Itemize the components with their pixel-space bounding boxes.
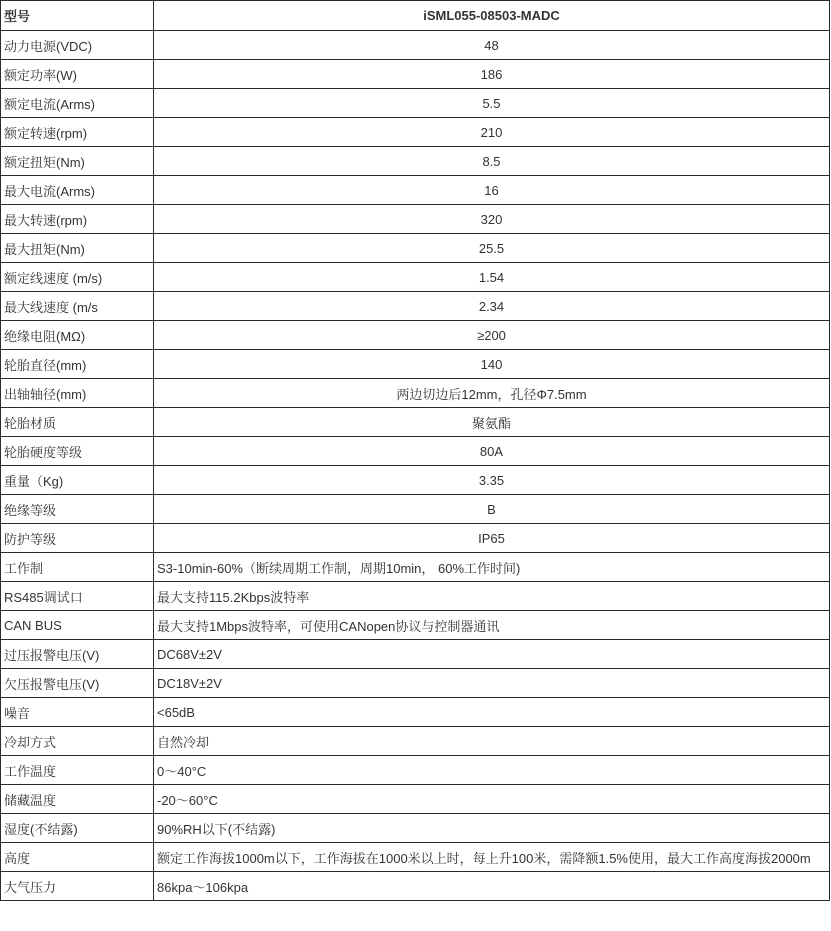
spec-label-cell: 额定电流(Arms) [1,89,154,118]
spec-value-cell: 48 [154,31,830,60]
table-row [1,147,830,176]
table-row [1,611,830,640]
spec-value-cell: DC68V±2V [154,640,830,669]
spec-value-cell: 140 [154,350,830,379]
table-row [1,756,830,785]
spec-value-cell: 2.34 [154,292,830,321]
table-row [1,727,830,756]
spec-label-cell: RS485调试口 [1,582,154,611]
spec-value-cell: 8.5 [154,147,830,176]
table-row [1,582,830,611]
table-row [1,495,830,524]
table-row [1,698,830,727]
table-row [1,872,830,901]
table-row [1,89,830,118]
spec-value-cell: 0～40°C [154,756,830,785]
spec-label-cell: 轮胎直径(mm) [1,350,154,379]
spec-label-cell: CAN BUS [1,611,154,640]
spec-value-cell: 最大支持1Mbps波特率，可使用CANopen协议与控制器通讯 [154,611,830,640]
spec-value-cell: 两边切边后12mm，孔径Φ7.5mm [154,379,830,408]
spec-value-cell: 1.54 [154,263,830,292]
table-row [1,669,830,698]
spec-label-cell: 高度 [1,843,154,872]
spec-value-cell: 聚氨酯 [154,408,830,437]
table-row [1,60,830,89]
table-header-row [1,1,830,31]
spec-value-cell: DC18V±2V [154,669,830,698]
spec-label-cell: 轮胎硬度等级 [1,437,154,466]
spec-label-cell: 重量（Kg) [1,466,154,495]
spec-label-cell: 最大转速(rpm) [1,205,154,234]
table-row [1,118,830,147]
header-label-cell: 型号 [1,1,154,31]
table-row [1,814,830,843]
spec-value-cell: 自然冷却 [154,727,830,756]
table-row [1,234,830,263]
spec-label-cell: 湿度(不结露) [1,814,154,843]
table-row [1,379,830,408]
spec-value-cell: 186 [154,60,830,89]
spec-label-cell: 额定线速度 (m/s) [1,263,154,292]
spec-value-cell: 5.5 [154,89,830,118]
header-model-cell: iSML055-08503-MADC [154,1,830,31]
spec-label-cell: 工作制 [1,553,154,582]
table-row [1,843,830,872]
spec-value-cell: S3-10min-60%（断续周期工作制，周期10min， 60%工作时间) [154,553,830,582]
spec-label-cell: 动力电源(VDC) [1,31,154,60]
spec-label-cell: 最大线速度 (m/s [1,292,154,321]
spec-value-cell: 90%RH以下(不结露) [154,814,830,843]
spec-value-cell: <65dB [154,698,830,727]
spec-value-cell: 86kpa～106kpa [154,872,830,901]
spec-label-cell: 工作温度 [1,756,154,785]
table-row [1,205,830,234]
spec-label-cell: 大气压力 [1,872,154,901]
table-row [1,553,830,582]
spec-label-cell: 欠压报警电压(V) [1,669,154,698]
spec-label-cell: 额定扭矩(Nm) [1,147,154,176]
table-row [1,31,830,60]
table-row [1,437,830,466]
spec-label-cell: 最大扭矩(Nm) [1,234,154,263]
spec-label-cell: 防护等级 [1,524,154,553]
table-row [1,640,830,669]
spec-value-cell: IP65 [154,524,830,553]
spec-value-cell: -20～60°C [154,785,830,814]
spec-label-cell: 最大电流(Arms) [1,176,154,205]
spec-label-cell: 噪音 [1,698,154,727]
spec-label-cell: 绝缘等级 [1,495,154,524]
spec-label-cell: 额定功率(W) [1,60,154,89]
table-row [1,466,830,495]
table-row [1,350,830,379]
spec-label-cell: 冷却方式 [1,727,154,756]
spec-value-cell: 3.35 [154,466,830,495]
spec-value-cell: 320 [154,205,830,234]
spec-value-cell: ≥200 [154,321,830,350]
spec-table-body [1,1,830,901]
spec-label-cell: 轮胎材质 [1,408,154,437]
spec-label-cell: 储藏温度 [1,785,154,814]
spec-label-cell: 过压报警电压(V) [1,640,154,669]
spec-label-cell: 额定转速(rpm) [1,118,154,147]
table-row [1,321,830,350]
table-row [1,524,830,553]
spec-value-cell: 80A [154,437,830,466]
spec-value-cell: 最大支持115.2Kbps波特率 [154,582,830,611]
table-row [1,408,830,437]
spec-value-cell: 210 [154,118,830,147]
spec-value-cell: 16 [154,176,830,205]
table-row [1,785,830,814]
table-row [1,292,830,321]
spec-value-cell: B [154,495,830,524]
table-row [1,263,830,292]
spec-value-cell: 25.5 [154,234,830,263]
spec-value-cell: 额定工作海拔1000m以下，工作海拔在1000米以上时，每上升100米，需降额1.5%使用，最大工作高度海拔2000m [154,843,830,872]
spec-label-cell: 绝缘电阻(MΩ) [1,321,154,350]
spec-label-cell: 出轴轴径(mm) [1,379,154,408]
table-row [1,176,830,205]
